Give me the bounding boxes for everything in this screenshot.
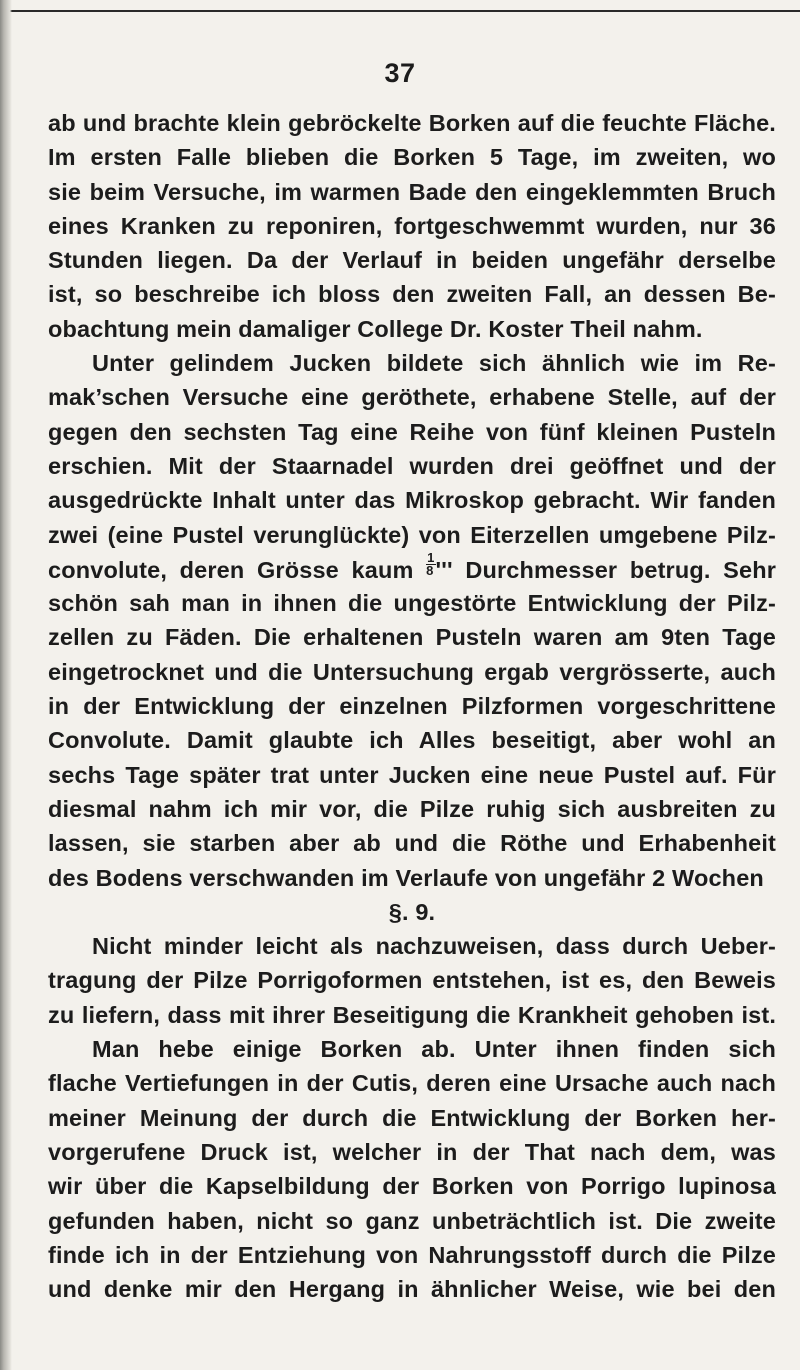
body-text	[48, 106, 776, 1306]
text-line: zwei (eine Pustel verunglückte) von Eiterzellen umgebene Pilz-	[48, 521, 776, 548]
text-line: mak’schen Versuche eine geröthete, erhabene Stelle, auf der	[48, 384, 776, 411]
text-line: Unter gelindem Jucken bildete sich ähnlich wie im Re-	[92, 350, 776, 377]
text-line: sechs Tage später trat unter Jucken eine neue Pustel auf. Für	[48, 761, 776, 788]
text-line: Man hebe einige Borken ab. Unter ihnen finden sich	[92, 1036, 776, 1063]
text-line: eines Kranken zu reponiren, fortgeschwemmt wurden, nur 36	[48, 212, 776, 239]
section-heading: §. 9.	[388, 898, 436, 925]
text-line: sie beim Versuche, im warmen Bade den eingeklemmten Bruch	[48, 178, 776, 205]
fraction-unit: '''	[435, 556, 453, 583]
fraction	[426, 549, 435, 578]
text-line: Convolute. Damit glaubte ich Alles beseitigt, aber wohl an	[48, 727, 776, 754]
fraction-numerator: 1	[427, 549, 435, 565]
text-line: zellen zu Fäden. Die erhaltenen Pusteln waren am 9ten Tage	[48, 624, 776, 651]
text-line: ab und brachte klein gebröckelte Borken auf die feuchte Fläche.	[48, 110, 776, 136]
text-line: schön sah man in ihnen die ungestörte Entwicklung der Pilz-	[48, 590, 776, 617]
text-line-with-fraction	[48, 549, 776, 586]
text-line: diesmal nahm ich mir vor, die Pilze ruhig sich ausbreiten zu	[48, 795, 776, 822]
text-line: finde ich in der Entziehung von Nahrungsstoff durch die Pilze	[48, 1241, 776, 1268]
text-line: und denke mir den Hergang in ähnlicher Weise, wie bei den	[48, 1276, 776, 1303]
text-line: gefunden haben, nicht so ganz unbeträchtlich ist. Die zweite	[48, 1207, 776, 1234]
text-line: meiner Meinung der durch die Entwicklung der Borken her-	[48, 1104, 776, 1131]
text-line: eingetrocknet und die Untersuchung ergab vergrösserte, auch	[48, 658, 776, 685]
text-line: in der Entwicklung der einzelnen Pilzformen vorgeschrittene	[48, 693, 776, 720]
text-line: Stunden liegen. Da der Verlauf in beiden ungefähr derselbe	[48, 247, 776, 274]
text-line: wir über die Kapselbildung der Borken von Porrigo lupinosa	[48, 1173, 776, 1200]
top-border-rule	[0, 10, 800, 12]
text-line: Nicht minder leicht als nachzuweisen, dass durch Ueber-	[92, 933, 776, 960]
text-segment: Durchmesser betrug. Sehr	[465, 556, 776, 583]
text-line: tragung der Pilze Porrigoformen entstehen, ist es, den Beweis	[48, 967, 776, 994]
page-binding-edge	[0, 0, 12, 1370]
text-line: vorgerufene Druck ist, welcher in der That nach dem, was	[48, 1138, 776, 1165]
text-line: des Bodens verschwanden im Verlaufe von ungefähr 2 Wochen	[48, 864, 764, 891]
text-line: erschien. Mit der Staarnadel wurden drei geöffnet und der	[48, 452, 776, 479]
text-line: obachtung mein damaliger College Dr. Koster Theil nahm.	[48, 315, 703, 342]
text-line: ausgedrückte Inhalt unter das Mikroskop gebracht. Wir fanden	[48, 487, 776, 514]
text-line: flache Vertiefungen in der Cutis, deren eine Ursache auch nach	[48, 1070, 776, 1097]
text-segment: convolute, deren Grösse kaum	[48, 556, 414, 583]
text-line: gegen den sechsten Tag eine Reihe von fünf kleinen Pusteln	[48, 418, 776, 445]
fraction-denominator: 8	[426, 562, 434, 578]
page-number: 37	[384, 58, 416, 88]
text-line: Im ersten Falle blieben die Borken 5 Tage, im zweiten, wo	[48, 144, 776, 171]
text-line: ist, so beschreibe ich bloss den zweiten Fall, an dessen Be-	[48, 281, 776, 308]
text-line: lassen, sie starben aber ab und die Röthe und Erhabenheit	[48, 830, 776, 857]
text-line: zu liefern, dass mit ihrer Beseitigung die Krankheit gehoben ist.	[48, 1001, 776, 1028]
